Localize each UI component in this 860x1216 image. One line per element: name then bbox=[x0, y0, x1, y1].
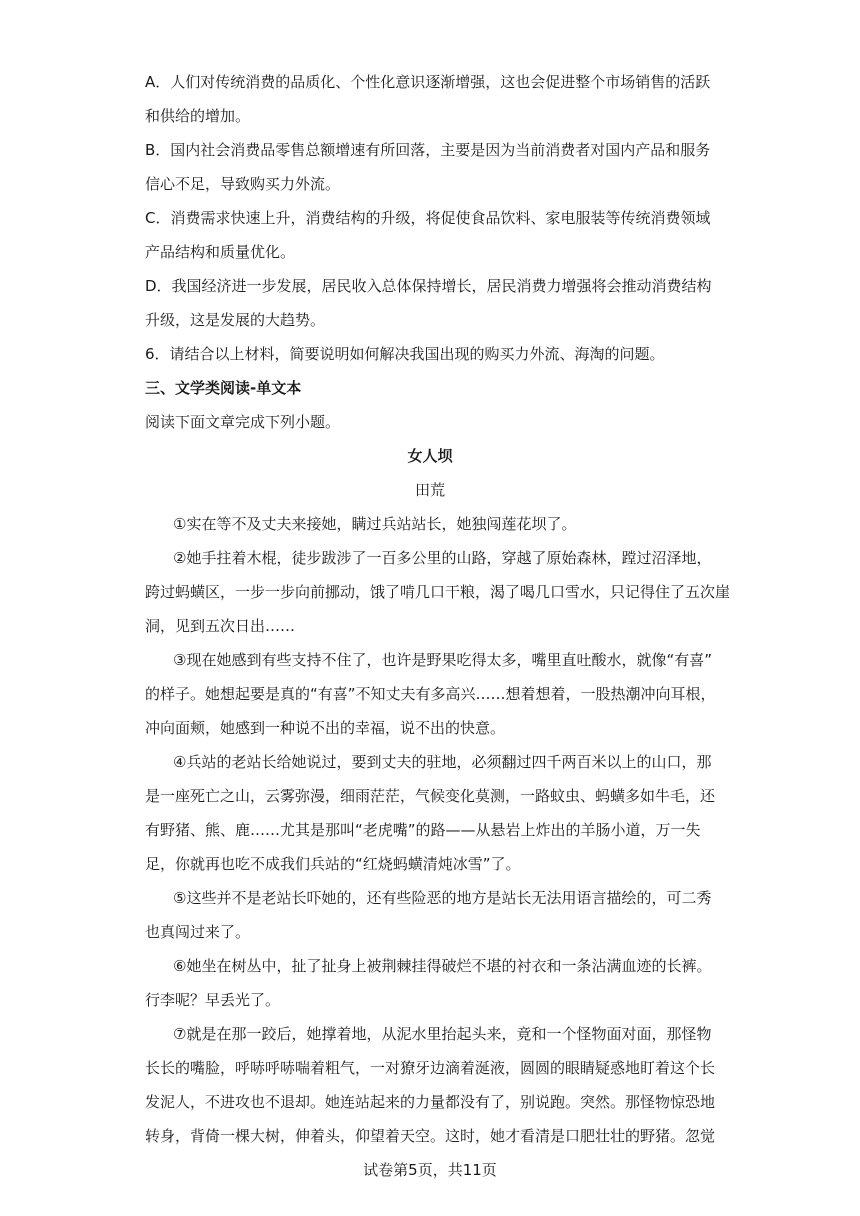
article-line: ②她手拄着木棍，徒步跋涉了一百多公里的山路，穿越了原始森林，蹚过沼泽地， bbox=[173, 549, 712, 567]
article-author: 田荒 bbox=[414, 481, 445, 499]
option-c-line-2: 产品结构和质量优化。 bbox=[145, 243, 296, 261]
article-line: 也真闯过来了。 bbox=[145, 923, 251, 941]
article-line: ④兵站的老站长给她说过，要到丈夫的驻地，必须翻过四千两百米以上的山口，那 bbox=[173, 753, 712, 771]
article-line: 长长的嘴脸，呼哧呼哧喘着粗气，一对獠牙边滴着涎液，圆圆的眼睛疑惑地盯着这个长 bbox=[145, 1059, 716, 1077]
option-a-line-1: A．人们对传统消费的品质化、个性化意识逐渐增强，这也会促进整个市场销售的活跃 bbox=[145, 73, 711, 91]
article-line: 行李呢？早丢光了。 bbox=[145, 991, 281, 1009]
article-line: 是一座死亡之山，云雾弥漫，细雨茫茫，气候变化莫测，一路蚊虫、蚂蟥多如牛毛，还 bbox=[145, 787, 716, 805]
option-d-line-1: D．我国经济进一步发展，居民收入总体保持增长，居民消费力增强将会推动消费结构 bbox=[145, 277, 712, 295]
article-line: 发泥人，不进攻也不退却。她连站起来的力量都没有了，别说跑。突然。那怪物惊恐地 bbox=[145, 1093, 716, 1111]
article-line: 有野猪、熊、鹿……尤其是那叫“老虎嘴”的路——从悬岩上炸出的羊肠小道，万一失 bbox=[145, 821, 701, 839]
option-a-line-2: 和供给的增加。 bbox=[145, 107, 251, 125]
article-line: 足，你就再也吃不成我们兵站的“红烧蚂蟥清炖冰雪”了。 bbox=[145, 855, 521, 873]
article-line: ⑦就是在那一跤后，她撑着地，从泥水里抬起头来，竟和一个怪物面对面，那怪物 bbox=[173, 1025, 712, 1043]
article-title: 女人坝 bbox=[407, 447, 453, 465]
article-line: 冲向面颊，她感到一种说不出的幸福，说不出的快意。 bbox=[145, 719, 506, 737]
option-b-line-1: B．国内社会消费品零售总额增速有所回落，主要是因为当前消费者对国内产品和服务 bbox=[145, 141, 711, 159]
article-line: ⑥她坐在树丛中，扯了扯身上被荆棘挂得破烂不堪的衬衣和一条沾满血迹的长裤。 bbox=[173, 957, 712, 975]
article-line: 跨过蚂蟥区，一步一步向前挪动，饿了啃几口干粮，渴了喝几口雪水，只记得住了五次崖 bbox=[145, 583, 731, 601]
reading-instruction: 阅读下面文章完成下列小题。 bbox=[145, 413, 341, 431]
article-line: ⑤这些并不是老站长吓她的，还有些险恶的地方是站长无法用语言描绘的，可二秀 bbox=[173, 889, 712, 907]
article-line: ①实在等不及丈夫来接她，瞒过兵站站长，她独闯莲花坝了。 bbox=[173, 515, 577, 533]
question-6: 6．请结合以上材料，简要说明如何解决我国出现的购买力外流、海淘的问题。 bbox=[145, 345, 665, 363]
page-footer: 试卷第5页，共11页 bbox=[363, 1161, 497, 1179]
option-c-line-1: C．消费需求快速上升，消费结构的升级，将促使食品饮料、家电服装等传统消费领域 bbox=[145, 209, 711, 227]
option-d-line-2: 升级，这是发展的大趋势。 bbox=[145, 311, 326, 329]
article-line: ③现在她感到有些支持不住了，也许是野果吃得太多，嘴里直吐酸水，就像“有喜” bbox=[173, 651, 712, 669]
option-b-line-2: 信心不足，导致购买力外流。 bbox=[145, 175, 341, 193]
article-line: 洞，见到五次日出…… bbox=[145, 617, 296, 635]
section-title: 三、文学类阅读-单文本 bbox=[145, 379, 302, 397]
article-line: 的样子。她想起要是真的“有喜”不知丈夫有多高兴……想着想着，一股热潮冲向耳根， bbox=[145, 685, 716, 703]
article-line: 转身，背倚一棵大树，伸着头，仰望着天空。这时，她才看清是口肥壮壮的野猪。忽觉 bbox=[145, 1127, 716, 1145]
